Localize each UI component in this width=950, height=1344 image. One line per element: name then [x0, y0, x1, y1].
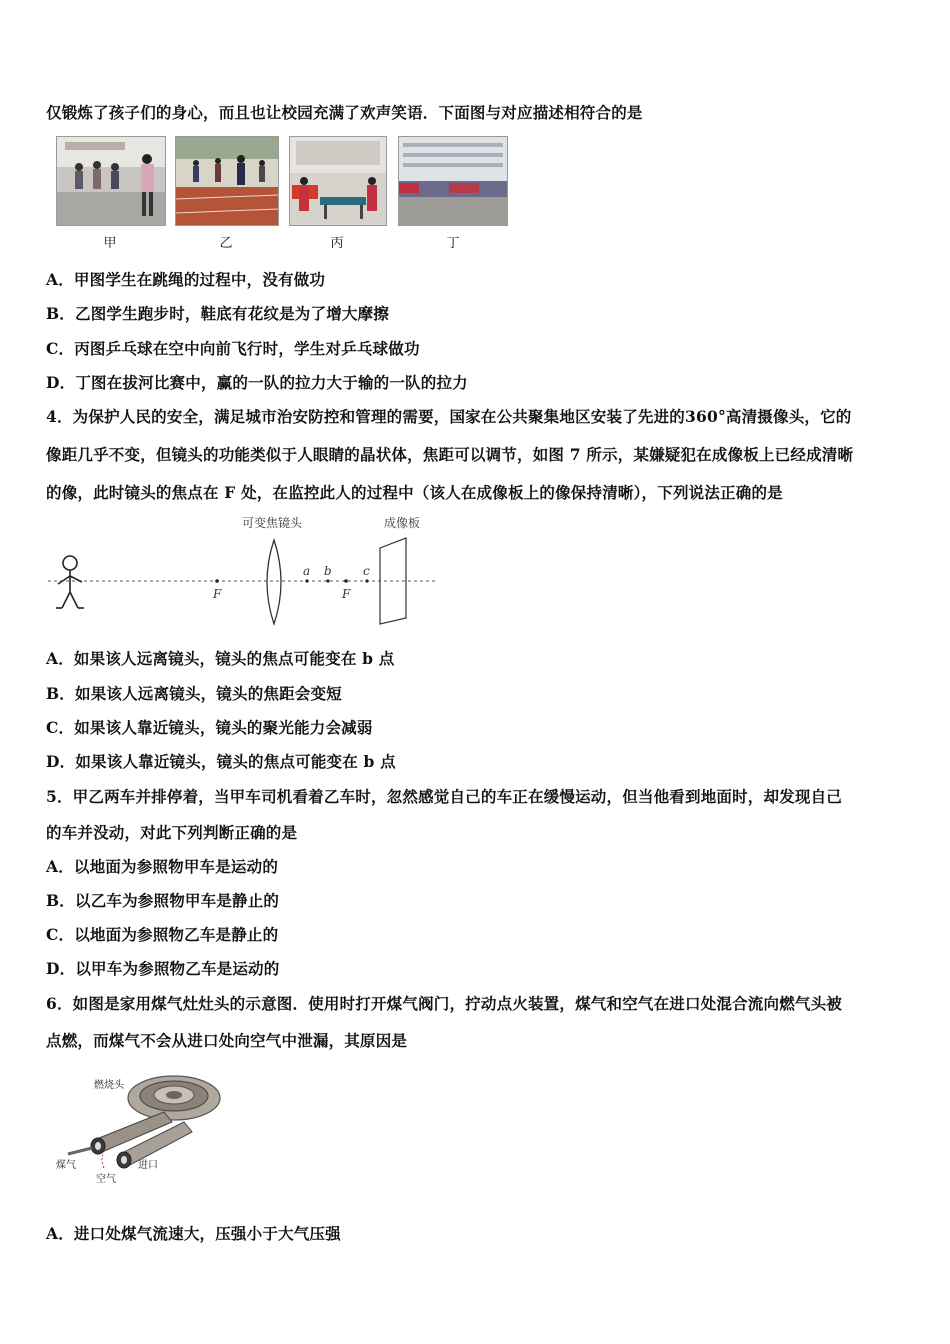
gas-burner-diagram	[54, 1068, 224, 1188]
caption-jia: 甲	[103, 236, 117, 251]
q6-stem-line-2: 点燃，而煤气不会从进口处向空气中泄漏，其原因是	[46, 1031, 408, 1050]
focus-label-left: F	[213, 587, 222, 601]
q4-stem-line-2: 像距几乎不变，但镜头的功能类似于人眼睛的晶状体，焦距可以调节，如图 7 所示，某嫌疑犯在成像板上已经成清晰	[46, 445, 854, 464]
q4-option-a: A．如果该人远离镜头，镜头的焦点可能变在 b 点	[46, 649, 395, 668]
q5-option-a: A．以地面为参照物甲车是运动的	[46, 857, 279, 876]
point-a	[305, 579, 308, 582]
q3-option-c: C．丙图乒乓球在空中向前飞行时，学生对乒乓球做功	[46, 339, 420, 358]
point-c	[365, 579, 368, 582]
q6-option-a: A．进口处煤气流速大，压强小于大气压强	[46, 1224, 341, 1243]
lens-label: 可变焦镜头	[242, 516, 303, 530]
photo-jia	[56, 136, 166, 226]
inlet-label: 进口	[138, 1160, 158, 1171]
q4-option-b: B．如果该人远离镜头，镜头的焦距会变短	[46, 684, 342, 703]
caption-ding: 丁	[446, 236, 460, 251]
point-a-label: a	[303, 564, 311, 578]
q6-stem-line-1: 6．如图是家用煤气灶灶头的示意图．使用时打开煤气阀门，拧动点火装置，煤气和空气在进口处混合流向燃气头被	[46, 994, 842, 1013]
burner-label: 燃烧头	[94, 1080, 124, 1091]
q5-option-b: B．以乙车为参照物甲车是静止的	[46, 891, 280, 910]
q4-option-d: D．如果该人靠近镜头，镜头的焦点可能变在 b 点	[46, 752, 396, 771]
point-b-label: b	[324, 564, 332, 578]
caption-bing: 丙	[330, 236, 344, 251]
focus-label-right: F	[342, 587, 351, 601]
q3-option-b: B．乙图学生跑步时，鞋底有花纹是为了增大摩擦	[46, 304, 390, 323]
focus-point-right	[344, 579, 348, 583]
q5-stem-line-1: 5．甲乙两车并排停着，当甲车司机看着乙车时，忽然感觉自己的车正在缓慢运动，但当他看到地面时，却发现自己	[46, 787, 842, 806]
point-c-label: c	[363, 564, 370, 578]
q3-option-d: D．丁图在拔河比赛中，赢的一队的拉力大于输的一队的拉力	[46, 373, 468, 392]
photo-ding	[398, 136, 508, 226]
air-label: 空气	[96, 1174, 116, 1185]
photo-yi	[175, 136, 279, 226]
q5-option-d: D．以甲车为参照物乙车是运动的	[46, 959, 280, 978]
caption-yi: 乙	[219, 236, 233, 251]
photo-bing	[289, 136, 387, 226]
focus-point-left	[215, 579, 219, 583]
lens-diagram	[44, 512, 444, 632]
point-b	[326, 579, 329, 582]
intro-line: 仅锻炼了孩子们的身心，而且也让校园充满了欢声笑语．下面图与对应描述相符合的是	[46, 103, 643, 122]
q5-option-c: C．以地面为参照物乙车是静止的	[46, 925, 279, 944]
person-figure	[56, 556, 84, 608]
q5-stem-line-2: 的车并没动，对此下列判断正确的是	[46, 823, 298, 842]
q4-stem-line-3: 的像，此时镜头的焦点在 F 处，在监控此人的过程中（该人在成像板上的像保持清晰），下列说法正确的是	[46, 483, 783, 502]
lens-shape	[267, 540, 281, 624]
q4-option-c: C．如果该人靠近镜头，镜头的聚光能力会减弱	[46, 718, 373, 737]
q3-option-a: A．甲图学生在跳绳的过程中，没有做功	[46, 270, 326, 289]
gas-label: 煤气	[56, 1160, 76, 1171]
q4-stem-line-1: 4．为保护人民的安全，满足城市治安防控和管理的需要，国家在公共聚集地区安装了先进的360°高清摄像头，它的	[46, 407, 852, 426]
board-label: 成像板	[384, 516, 421, 530]
